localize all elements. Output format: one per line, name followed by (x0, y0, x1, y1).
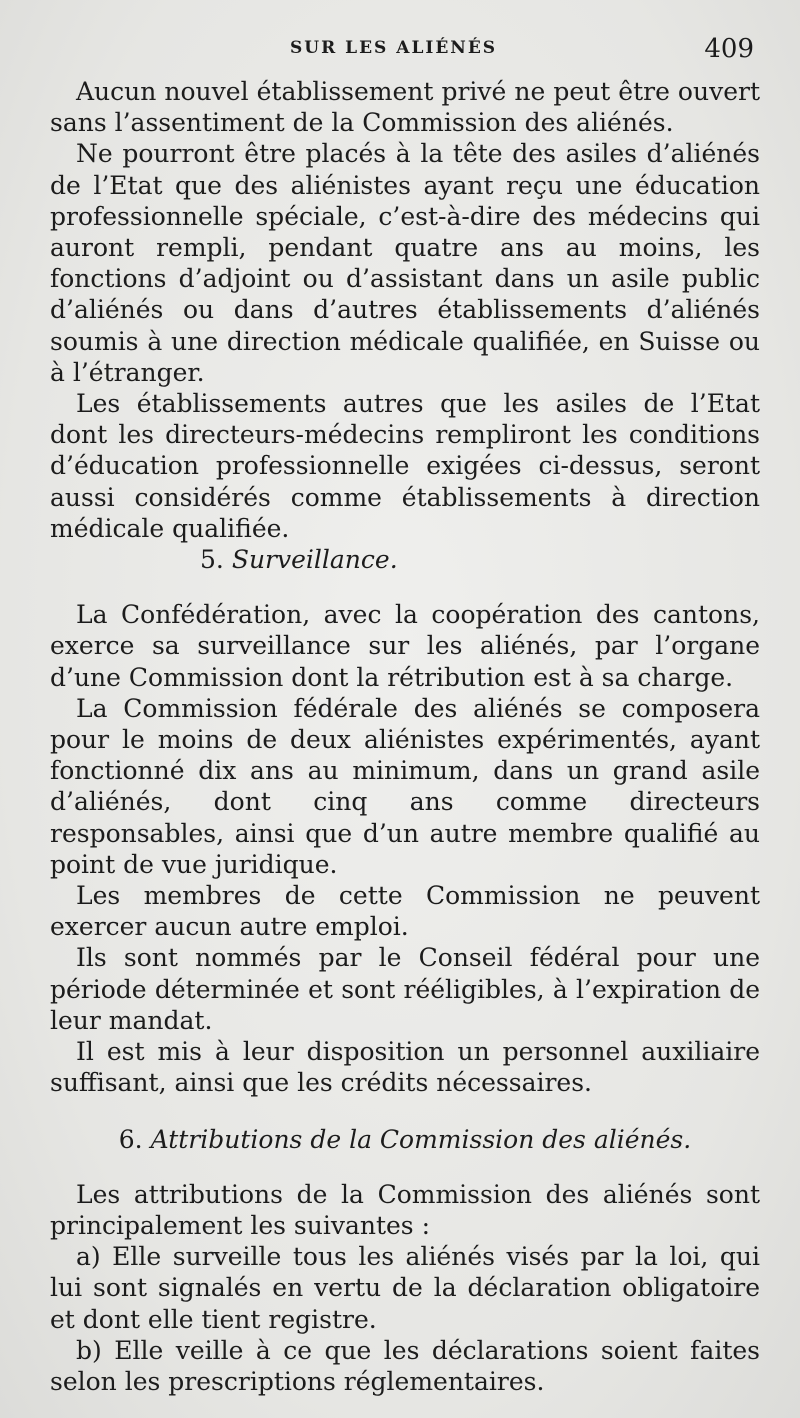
running-head: SUR LES ALIÉNÉS (290, 38, 498, 58)
paragraph: La Confédération, avec la coopération des cantons, exerce sa surveillance sur les aliénés, par l’organe d’une Commission dont la rétribution est à sa charge. (50, 600, 760, 692)
paragraph: La Commission fédérale des aliénés se composera pour le moins de deux aliénistes expérimentés, ayant fonctionné dix ans au minimum, dans un grand asile d’aliénés, dont cinq ans comme directeurs responsables, ainsi que d’un autre membre qualifié au point de vue juridique. (50, 693, 760, 879)
body-text (50, 76, 760, 1397)
paragraph: Les membres de cette Commission ne peuvent exercer aucun autre emploi. (50, 881, 760, 942)
paragraph: Les attributions de la Commission des aliénés sont principalement les suivantes : (50, 1179, 760, 1240)
page-header (0, 34, 800, 68)
section-heading-5 (50, 544, 760, 575)
page-number: 409 (704, 34, 754, 64)
paragraph: Ils sont nommés par le Conseil fédéral pour une période déterminée et sont rééligibles, à l’expiration de leur mandat. (50, 943, 760, 1035)
paragraph: Aucun nouvel établissement privé ne peut être ouvert sans l’assentiment de la Commission des aliénés. (50, 77, 760, 138)
paragraph: Ne pourront être placés à la tête des asiles d’aliénés de l’Etat que des aliénistes ayant reçu une éducation professionnelle spéciale, c’est-à-dire des médecins qui auront rempli, pendant quatre ans au moins, les fonctions d’adjoint ou d’assistant dans un asile public d’aliénés ou dans d’autres établissements d’aliénés soumis à une direction médicale qualifiée, en Suisse ou à l’étranger. (50, 139, 760, 387)
section-heading-6 (50, 1124, 760, 1155)
section-title: Attributions de la Commission des aliénés. (150, 1124, 692, 1154)
section-number: 5. (200, 545, 224, 575)
paragraph: Les établissements autres que les asiles de l’Etat dont les directeurs-médecins rempliront les conditions d’éducation professionnelle exigées ci-dessus, seront aussi considérés comme établissements à direction médicale qualifiée. (50, 389, 760, 543)
list-item-b: b) Elle veille à ce que les déclarations soient faites selon les prescriptions réglementaires. (50, 1335, 760, 1396)
section-title: Surveillance. (231, 545, 398, 575)
paragraph: Il est mis à leur disposition un personnel auxiliaire suffisant, ainsi que les crédits nécessaires. (50, 1037, 760, 1098)
section-number: 6. (118, 1124, 143, 1154)
list-item-a: a) Elle surveille tous les aliénés visés par la loi, qui lui sont signalés en vertu de la déclaration obligatoire et dont elle tient registre. (50, 1242, 760, 1334)
